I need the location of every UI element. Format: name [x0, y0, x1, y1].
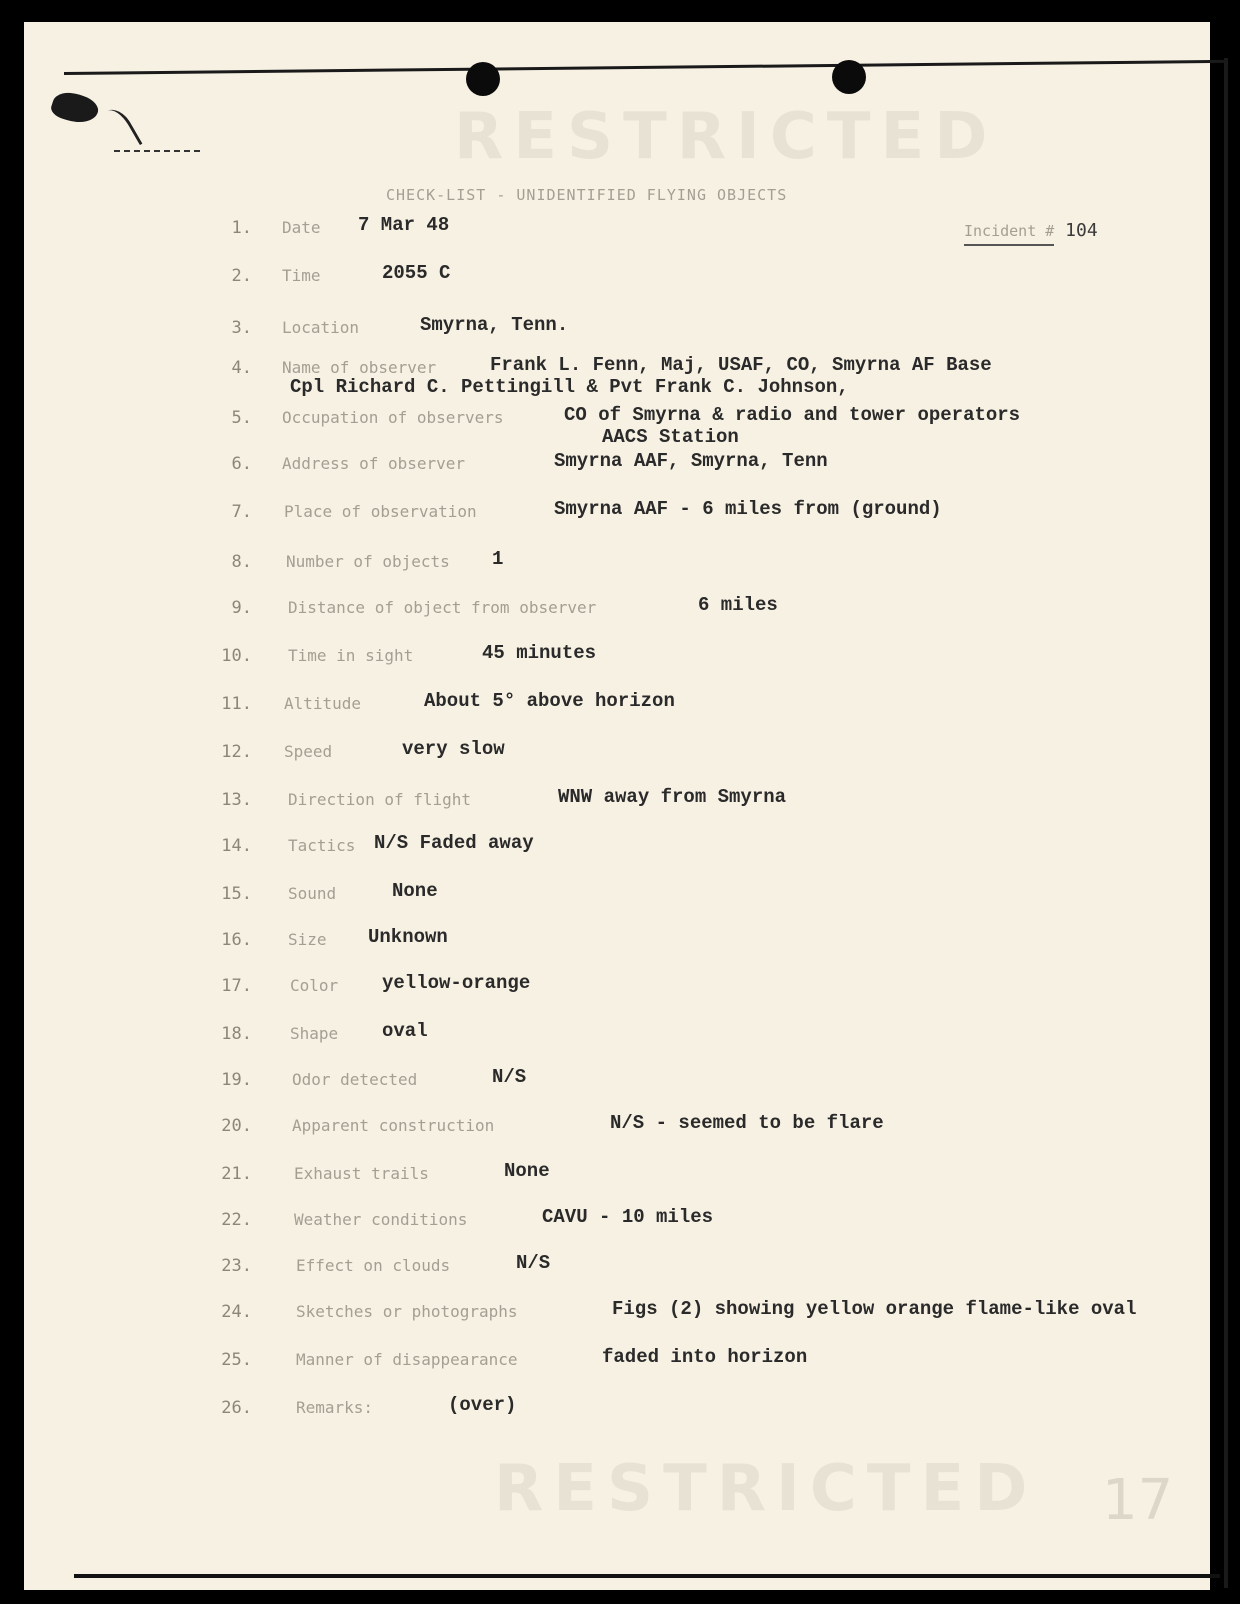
item-number: 6. — [231, 454, 252, 474]
item-value: About 5° above horizon — [424, 690, 675, 712]
item-number: 23. — [221, 1256, 252, 1276]
item-value: WNW away from Smyrna — [558, 786, 787, 808]
item-value: None — [392, 880, 438, 902]
item-number: 12. — [221, 742, 252, 762]
dashed-mark — [114, 150, 200, 152]
item-value: 7 Mar 48 — [358, 214, 450, 236]
item-label: Altitude — [284, 694, 362, 713]
item-label: Time in sight — [288, 646, 414, 665]
item-number: 26. — [221, 1398, 252, 1418]
item-value: (over) — [448, 1394, 517, 1416]
item-number: 3. — [231, 318, 252, 338]
item-value: Smyrna, Tenn. — [420, 314, 569, 336]
item-value: 1 — [492, 548, 504, 570]
incident-value: 104 — [1065, 220, 1098, 241]
item-label: Speed — [284, 742, 333, 761]
item-label: Remarks: — [296, 1398, 374, 1417]
item-value: Unknown — [368, 926, 448, 948]
item-number: 14. — [221, 836, 252, 856]
occupation-continuation: AACS Station — [602, 426, 739, 448]
item-value: N/S — [516, 1252, 551, 1274]
item-label: Shape — [290, 1024, 339, 1043]
ink-smudge — [49, 88, 101, 129]
item-value: N/S — [492, 1066, 527, 1088]
item-value: oval — [382, 1020, 428, 1042]
item-label: Effect on clouds — [296, 1256, 451, 1275]
item-value: CAVU - 10 miles — [542, 1206, 714, 1228]
item-number: 20. — [221, 1116, 252, 1136]
item-value: Smyrna AAF, Smyrna, Tenn — [554, 450, 828, 472]
item-number: 18. — [221, 1024, 252, 1044]
item-label: Distance of object from observer — [288, 598, 597, 617]
punch-hole-right — [832, 60, 866, 94]
item-label: Number of objects — [286, 552, 450, 571]
item-number: 24. — [221, 1302, 252, 1322]
incident-number — [964, 220, 1098, 241]
item-number: 15. — [221, 884, 252, 904]
item-label: Time — [282, 266, 321, 285]
item-number: 25. — [221, 1350, 252, 1370]
item-label: Sound — [288, 884, 337, 903]
item-label: Exhaust trails — [294, 1164, 429, 1183]
item-number: 9. — [231, 598, 252, 618]
item-label: Size — [288, 930, 327, 949]
item-number: 2. — [231, 266, 252, 286]
item-number: 17. — [221, 976, 252, 996]
bottom-rule — [74, 1574, 1220, 1578]
item-number: 5. — [231, 408, 252, 428]
item-value: Figs (2) showing yellow orange flame-like oval — [612, 1298, 1137, 1320]
item-value: yellow-orange — [382, 972, 531, 994]
item-label: Apparent construction — [292, 1116, 495, 1135]
item-label: Direction of flight — [288, 790, 472, 809]
item-label: Tactics — [288, 836, 356, 855]
item-number: 10. — [221, 646, 252, 666]
top-rule — [64, 60, 1224, 75]
item-value: N/S Faded away — [374, 832, 534, 854]
item-number: 8. — [231, 552, 252, 572]
item-label: Weather conditions — [294, 1210, 468, 1229]
document-page — [24, 22, 1210, 1590]
item-label: Address of observer — [282, 454, 466, 473]
item-number: 7. — [231, 502, 252, 522]
item-number: 4. — [231, 358, 252, 378]
observers-continuation: Cpl Richard C. Pettingill & Pvt Frank C. Johnson, — [290, 376, 849, 398]
item-label: Color — [290, 976, 339, 995]
punch-hole-left — [466, 62, 500, 96]
item-label: Date — [282, 218, 321, 237]
item-label: Manner of disappearance — [296, 1350, 518, 1369]
item-number: 21. — [221, 1164, 252, 1184]
item-number: 11. — [221, 694, 252, 714]
item-label: Location — [282, 318, 360, 337]
item-value: Frank L. Fenn, Maj, USAF, CO, Smyrna AF Base — [490, 354, 992, 376]
item-label: Odor detected — [292, 1070, 418, 1089]
item-value: Smyrna AAF - 6 miles from (ground) — [554, 498, 942, 520]
incident-label: Incident # — [964, 222, 1054, 246]
item-label: Sketches or photographs — [296, 1302, 518, 1321]
page-number-mark: 17 — [1102, 1468, 1174, 1533]
item-value: 45 minutes — [482, 642, 597, 664]
item-number: 13. — [221, 790, 252, 810]
restricted-stamp-top: RESTRICTED — [454, 100, 998, 174]
item-value: CO of Smyrna & radio and tower operators — [564, 404, 1021, 426]
item-value: very slow — [402, 738, 505, 760]
item-value: 6 miles — [698, 594, 778, 616]
item-value: 2055 C — [382, 262, 451, 284]
item-value: faded into horizon — [602, 1346, 808, 1368]
item-number: 16. — [221, 930, 252, 950]
item-label: Occupation of observers — [282, 408, 504, 427]
item-number: 19. — [221, 1070, 252, 1090]
item-number: 1. — [231, 218, 252, 238]
item-number: 22. — [221, 1210, 252, 1230]
right-rule — [1224, 58, 1228, 1588]
form-title: CHECK-LIST - UNIDENTIFIED FLYING OBJECTS — [386, 186, 788, 204]
item-label: Place of observation — [284, 502, 477, 521]
item-value: None — [504, 1160, 550, 1182]
restricted-stamp-bottom: RESTRICTED — [494, 1452, 1038, 1526]
item-label: Name of observer — [282, 358, 437, 377]
item-value: N/S - seemed to be flare — [610, 1112, 884, 1134]
